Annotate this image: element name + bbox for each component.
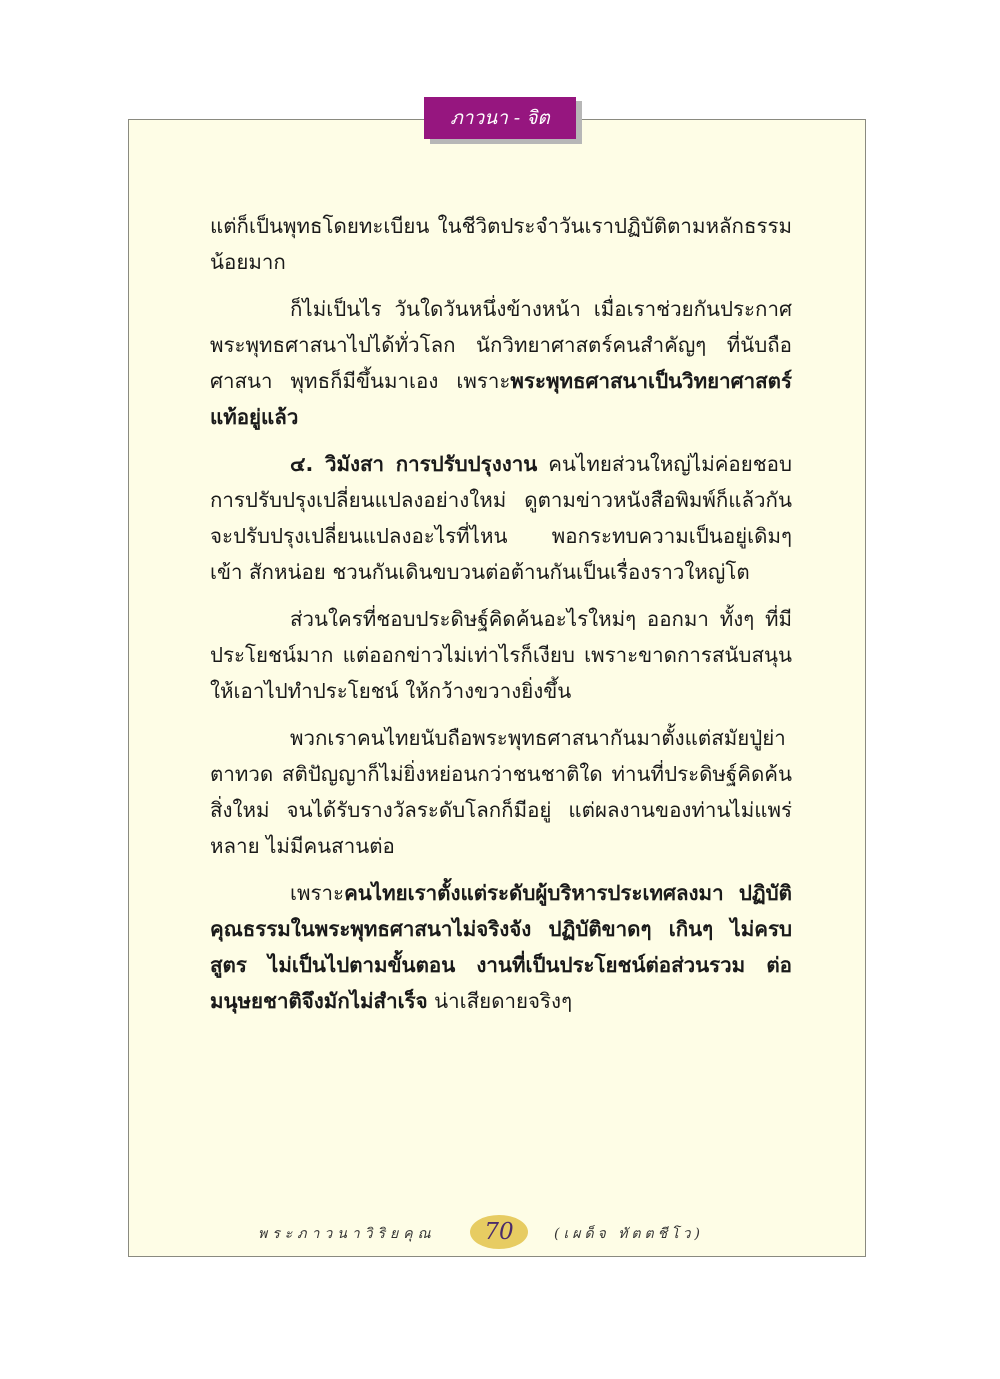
paragraph-6-emphasis: คนไทยเราตั้งแต่ระดับผู้บริหารประเทศลงมา ปฏิบัติ คุณธรรมในพระพุทธศาสนาไม่จริงจัง ปฏิบัติขาดๆ เกินๆ ไม่ครบ สูตร ไม่เป็นไปตามขั้นตอน งานที่เป็นประโยชน์ต่อส่วนรวม ต่อ มนุษยชาติจึงมักไม่สำเร็จ (210, 881, 792, 1013)
paragraph-3 (210, 446, 792, 590)
paragraph-2 (210, 291, 792, 435)
paragraph-5: พวกเราคนไทยนับถือพระพุทธศาสนากันมาตั้งแต่สมัยปู่ย่า ตาทวด สติปัญญาก็ไม่ยิ่งหย่อนกว่าชนชาติใด ท่านที่ประดิษฐ์คิดค้น สิ่งใหม่ จนได้รับรางวัลระดับโลกก็มีอยู่ แต่ผลงานของท่านไม่แพร่หลาย ไม่มีคนสานต่อ (210, 726, 792, 858)
footer-name: (เผด็จ ทัตตชีโว) (554, 1226, 704, 1242)
section-heading: ๔. วิมังสา การปรับปรุงงาน (290, 452, 538, 476)
footer-author: พระภาวนาวิริยคุณ (258, 1226, 436, 1242)
paragraph-6 (210, 875, 792, 1019)
page-number: 70 (470, 1215, 528, 1249)
paragraph-6-lead: เพราะ (290, 881, 345, 905)
page-footer (128, 1213, 866, 1253)
paragraph-3-text: คนไทยส่วนใหญ่ไม่ค่อยชอบ การปรับปรุงเปลี่ยนแปลงอย่างใหม่ ดูตามข่าวหนังสือพิมพ์ก็แล้วกัน จะปรับปรุงเปลี่ยนแปลงอะไรที่ไหน พอกระทบความเป็นอยู่เดิมๆ เข้า สักหน่อย ชวนกันเดินขบวนต่อต้านกันเป็นเรื่องราวใหญ่โต (210, 452, 792, 584)
paragraph-2-text: ก็ไม่เป็นไร วันใดวันหนึ่งข้างหน้า เมื่อเราช่วยกันประกาศ พระพุทธศาสนาไปได้ทั่วโลก นักวิทยาศาสตร์คนสำคัญๆ ที่นับถือศาสนา พุทธก็มีขึ้นมาเอง เพราะ (210, 297, 792, 393)
paragraph-1: แต่ก็เป็นพุทธโดยทะเบียน ในชีวิตประจำวันเราปฏิบัติตามหลักธรรม น้อยมาก (210, 214, 792, 274)
paragraph-6-tail: น่าเสียดายจริงๆ (427, 989, 573, 1013)
paragraph-4: ส่วนใครที่ชอบประดิษฐ์คิดค้นอะไรใหม่ๆ ออกมา ทั้งๆ ที่มี ประโยชน์มาก แต่ออกข่าวไม่เท่าไรก็เงียบ เพราะขาดการสนับสนุน ให้เอาไปทำประโยชน์ ให้กว้างขวางยิ่งขึ้น (210, 607, 792, 703)
paragraph-2-emphasis: พระพุทธศาสนาเป็นวิทยาศาสตร์แท้อยู่แล้ว (210, 369, 792, 429)
body-text (210, 208, 792, 1030)
header-tag: ภาวนา - จิต (424, 97, 576, 139)
